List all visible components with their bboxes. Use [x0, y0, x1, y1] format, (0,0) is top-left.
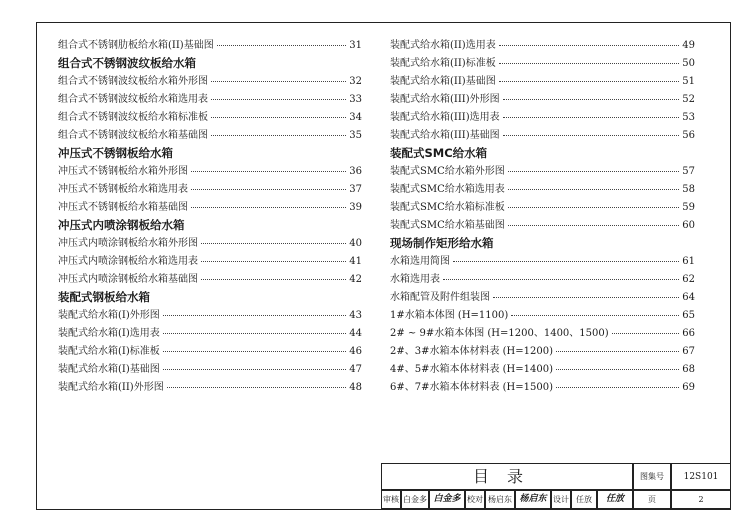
toc-entry[interactable] [390, 90, 695, 108]
toc-leader-dots [503, 135, 680, 136]
toc-leader-dots [201, 279, 346, 280]
toc-page-number: 62 [682, 274, 695, 285]
toc-leader-dots [453, 261, 679, 262]
toc-page-number: 31 [349, 40, 362, 51]
toc-entry-title: 装配式SMC给水箱标准板 [390, 202, 505, 213]
toc-entry-title: 1#水箱本体图 (H=1100) [390, 310, 509, 321]
toc-entry-title: 组合式不锈钢波纹板给水箱选用表 [58, 94, 208, 105]
toc-leader-dots [503, 117, 680, 118]
toc-entry-title: 2# ~ 9#水箱本体图 (H=1200、1400、1500) [390, 328, 609, 339]
toc-entry[interactable] [390, 288, 695, 306]
toc-page-number: 39 [349, 202, 362, 213]
toc-page-number: 49 [682, 40, 695, 51]
toc-page-number: 46 [349, 346, 362, 357]
toc-section-heading: 装配式SMC给水箱 [390, 146, 488, 160]
toc-entry-title: 组合式不锈钢波纹板给水箱标准板 [58, 112, 208, 123]
reviewer-signature: 白金多 [429, 490, 465, 509]
toc-leader-dots [163, 351, 347, 352]
toc-page-number: 58 [682, 184, 695, 195]
toc-entry-title: 装配式SMC给水箱选用表 [390, 184, 505, 195]
toc-entry-title: 装配式给水箱(I)选用表 [58, 328, 160, 339]
atlas-no: 12S101 [671, 463, 731, 490]
toc-leader-dots [556, 369, 679, 370]
toc-page-number: 65 [682, 310, 695, 321]
toc-leader-dots [163, 333, 347, 334]
toc-page-number: 32 [349, 76, 362, 87]
toc-leader-dots [191, 189, 346, 190]
toc-entry[interactable] [58, 324, 362, 342]
toc-entry[interactable] [58, 72, 362, 90]
toc-page-number: 60 [682, 220, 695, 231]
toc-leader-dots [508, 171, 680, 172]
toc-entry-title: 装配式给水箱(II)基础图 [390, 76, 496, 87]
toc-section-heading: 冲压式不锈钢板给水箱 [58, 146, 173, 160]
toc-entry[interactable] [390, 270, 695, 288]
toc-leader-dots [499, 81, 680, 82]
toc-entry-title: 装配式给水箱(II)选用表 [390, 40, 496, 51]
checker-name: 杨启东 [485, 490, 515, 509]
toc-leader-dots [511, 315, 679, 316]
toc-leader-dots [163, 369, 347, 370]
toc-entry-title: 4#、5#水箱本体材料表 (H=1400) [390, 364, 554, 375]
toc-entry[interactable] [390, 360, 695, 378]
toc-entry[interactable] [58, 252, 362, 270]
toc-section-heading: 组合式不锈钢波纹板给水箱 [58, 56, 196, 70]
toc-page-number: 33 [349, 94, 362, 105]
toc-entry-title: 装配式SMC给水箱基础图 [390, 220, 505, 231]
toc-entry-title: 装配式给水箱(I)标准板 [58, 346, 160, 357]
toc-entry[interactable] [58, 162, 362, 180]
toc-entry-title: 水箱选用简图 [390, 256, 450, 267]
toc-leader-dots [508, 207, 680, 208]
toc-page-number: 52 [682, 94, 695, 105]
toc-entry[interactable] [390, 216, 695, 234]
toc-entry[interactable] [58, 270, 362, 288]
toc-entry[interactable] [390, 378, 695, 396]
toc-entry[interactable] [390, 306, 695, 324]
toc-leader-dots [612, 333, 680, 334]
toc-page-number: 37 [349, 184, 362, 195]
toc-leader-dots [499, 45, 680, 46]
toc-section-heading: 冲压式内喷涂钢板给水箱 [58, 218, 185, 232]
toc-entry[interactable] [58, 198, 362, 216]
toc-right-column [390, 36, 695, 396]
toc-entry-title: 冲压式不锈钢板给水箱外形图 [58, 166, 188, 177]
toc-left-column [58, 36, 362, 396]
toc-page-number: 40 [349, 238, 362, 249]
toc-page-number: 42 [349, 274, 362, 285]
toc-entry-title: 冲压式内喷涂钢板给水箱外形图 [58, 238, 198, 249]
check-label: 校对 [465, 490, 485, 509]
toc-entry[interactable] [58, 360, 362, 378]
toc-leader-dots [211, 135, 346, 136]
toc-entry[interactable] [390, 180, 695, 198]
toc-entry[interactable] [58, 378, 362, 396]
toc-page-number: 68 [682, 364, 695, 375]
toc-entry-title: 装配式给水箱(III)选用表 [390, 112, 500, 123]
toc-entry-title: 装配式给水箱(I)外形图 [58, 310, 160, 321]
toc-leader-dots [211, 99, 346, 100]
toc-page-number: 66 [682, 328, 695, 339]
toc-section-heading: 装配式钢板给水箱 [58, 290, 150, 304]
toc-entry[interactable] [390, 324, 695, 342]
toc-entry[interactable] [58, 90, 362, 108]
toc-leader-dots [508, 225, 680, 226]
toc-entry-title: 装配式给水箱(III)基础图 [390, 130, 500, 141]
toc-leader-dots [211, 81, 346, 82]
toc-leader-dots [201, 243, 346, 244]
toc-entry[interactable] [58, 234, 362, 252]
toc-page-number: 36 [349, 166, 362, 177]
toc-page-number: 47 [349, 364, 362, 375]
toc-leader-dots [556, 387, 679, 388]
toc-entry[interactable] [390, 36, 695, 54]
toc-page-number: 50 [682, 58, 695, 69]
designer-name: 任放 [571, 490, 597, 509]
toc-entry[interactable] [390, 54, 695, 72]
toc-entry-title: 冲压式内喷涂钢板给水箱基础图 [58, 274, 198, 285]
page-label: 页 [633, 490, 671, 509]
toc-leader-dots [211, 117, 346, 118]
toc-entry[interactable] [58, 36, 362, 54]
toc-entry[interactable] [390, 162, 695, 180]
designer-signature: 任放 [597, 490, 633, 509]
toc-entry[interactable] [390, 342, 695, 360]
toc-page-number: 41 [349, 256, 362, 267]
toc-page-number: 44 [349, 328, 362, 339]
toc-section-heading: 现场制作矩形给水箱 [390, 236, 494, 250]
toc-page-number: 56 [682, 130, 695, 141]
toc-entry-title: 装配式给水箱(II)标准板 [390, 58, 496, 69]
toc-leader-dots [191, 207, 346, 208]
toc-entry[interactable] [58, 126, 362, 144]
toc-leader-dots [191, 171, 346, 172]
toc-leader-dots [493, 297, 679, 298]
toc-entry-title: 装配式给水箱(III)外形图 [390, 94, 500, 105]
review-label: 审核 [381, 490, 401, 509]
toc-entry-title: 组合式不锈钢波纹板给水箱基础图 [58, 130, 208, 141]
toc-page-number: 43 [349, 310, 362, 321]
toc-page-number: 35 [349, 130, 362, 141]
toc-entry[interactable] [390, 72, 695, 90]
toc-page-number: 34 [349, 112, 362, 123]
toc-leader-dots [499, 63, 680, 64]
toc-page-number: 48 [349, 382, 362, 393]
toc-entry[interactable] [58, 108, 362, 126]
toc-entry[interactable] [58, 180, 362, 198]
toc-leader-dots [508, 189, 680, 190]
toc-page-number: 59 [682, 202, 695, 213]
toc-entry-title: 组合式不锈钢肋板给水箱(II)基础图 [58, 40, 214, 51]
toc-entry[interactable] [390, 126, 695, 144]
toc-page-number: 64 [682, 292, 695, 303]
toc-entry[interactable] [390, 252, 695, 270]
toc-entry[interactable] [58, 342, 362, 360]
toc-leader-dots [201, 261, 346, 262]
toc-page-number: 53 [682, 112, 695, 123]
toc-entry-title: 2#、3#水箱本体材料表 (H=1200) [390, 346, 554, 357]
toc-entry-title: 装配式SMC给水箱外形图 [390, 166, 505, 177]
toc-entry-title: 组合式不锈钢波纹板给水箱外形图 [58, 76, 208, 87]
toc-page-number: 51 [682, 76, 695, 87]
checker-signature: 杨启东 [515, 490, 551, 509]
toc-leader-dots [163, 315, 347, 316]
toc-entry[interactable] [58, 306, 362, 324]
page-number: 2 [671, 490, 731, 509]
toc-entry-title: 冲压式内喷涂钢板给水箱选用表 [58, 256, 198, 267]
design-label: 设计 [551, 490, 571, 509]
toc-page-number: 61 [682, 256, 695, 267]
title-block-title: 目录 [381, 463, 633, 490]
toc-leader-dots [556, 351, 679, 352]
reviewer-name: 白金多 [401, 490, 429, 509]
toc-page-number: 57 [682, 166, 695, 177]
toc-entry-title: 装配式给水箱(II)外形图 [58, 382, 164, 393]
toc-page-number: 69 [682, 382, 695, 393]
toc-entry-title: 6#、7#水箱本体材料表 (H=1500) [390, 382, 554, 393]
toc-leader-dots [217, 45, 347, 46]
toc-leader-dots [503, 99, 680, 100]
toc-entry-title: 水箱配管及附件组装图 [390, 292, 490, 303]
toc-entry-title: 装配式给水箱(I)基础图 [58, 364, 160, 375]
toc-entry-title: 水箱选用表 [390, 274, 440, 285]
toc-entry-title: 冲压式不锈钢板给水箱基础图 [58, 202, 188, 213]
toc-leader-dots [167, 387, 347, 388]
toc-leader-dots [443, 279, 679, 280]
toc-entry-title: 冲压式不锈钢板给水箱选用表 [58, 184, 188, 195]
toc-entry[interactable] [390, 198, 695, 216]
toc-entry[interactable] [390, 108, 695, 126]
atlas-no-label: 图集号 [633, 463, 671, 490]
toc-page-number: 67 [682, 346, 695, 357]
